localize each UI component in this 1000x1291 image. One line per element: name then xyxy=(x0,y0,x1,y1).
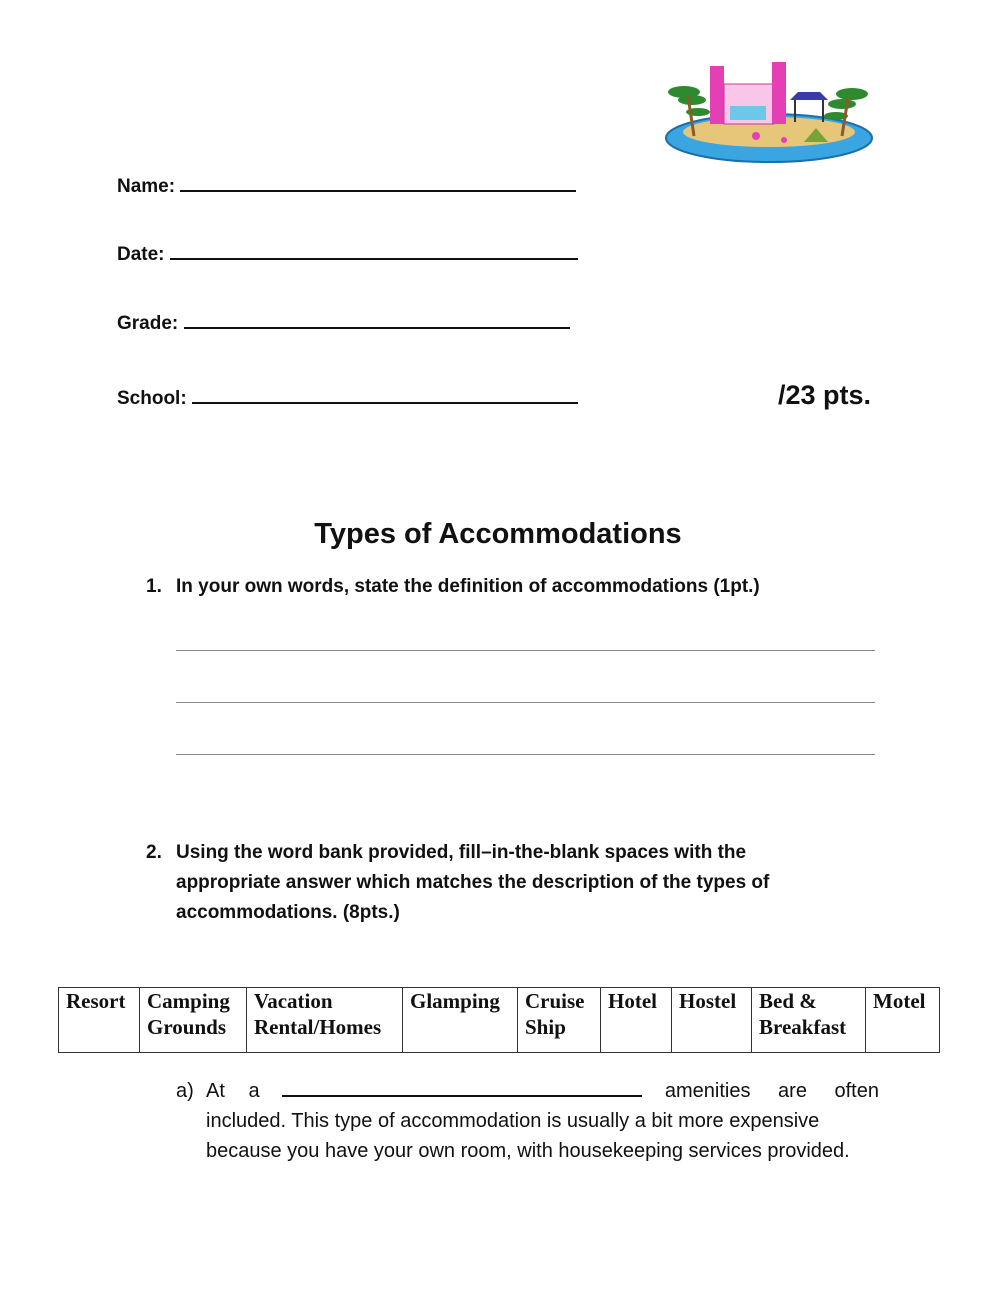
question-2-number: 2. xyxy=(146,842,162,863)
word-bank-term: Cruise xyxy=(525,989,585,1013)
word-bank-table xyxy=(58,987,940,1053)
word-bank-cell xyxy=(59,988,140,1053)
question-1 xyxy=(146,572,760,602)
question-2-text xyxy=(176,838,876,928)
subquestion-a-blank[interactable] xyxy=(282,1079,642,1097)
subquestion-a-line-2: included. This type of accommodation is usually a bit more expensive xyxy=(206,1110,820,1132)
page-title: Types of Accommodations xyxy=(314,518,682,550)
question-2-line: accommodations. (8pts.) xyxy=(176,902,400,923)
answer-line-1[interactable] xyxy=(176,650,875,651)
word-bank-term: Grounds xyxy=(147,1015,226,1039)
word-bank-term: Bed & xyxy=(759,989,817,1013)
school-label: School: xyxy=(117,388,187,409)
word-bank-term: Motel xyxy=(873,989,926,1013)
word-bank-row xyxy=(59,988,940,1053)
name-blank[interactable] xyxy=(180,174,576,192)
word-bank-cell xyxy=(518,988,601,1053)
word-bank-term: Vacation xyxy=(254,989,333,1013)
word-bank-term: Camping xyxy=(147,989,230,1013)
subquestion-a-letter: a) xyxy=(176,1080,194,1102)
word-bank-cell xyxy=(247,988,403,1053)
school-blank[interactable] xyxy=(192,386,578,404)
answer-line-3[interactable] xyxy=(176,754,875,755)
word-bank-term: Hotel xyxy=(608,989,657,1013)
question-2-line: Using the word bank provided, fill–in-the-blank spaces with the xyxy=(176,842,747,863)
word-bank-term: Breakfast xyxy=(759,1015,847,1039)
grade-label: Grade: xyxy=(117,313,179,334)
word-bank-cell xyxy=(601,988,672,1053)
grade-blank[interactable] xyxy=(184,311,570,329)
word-bank-term: Glamping xyxy=(410,989,500,1013)
subquestion-a-line-1 xyxy=(206,1076,879,1106)
question-2-line: appropriate answer which matches the description of the types of xyxy=(176,872,770,893)
subquestion-a xyxy=(206,1076,879,1166)
school-field[interactable] xyxy=(117,386,578,410)
word-bank-term: Rental/Homes xyxy=(254,1015,382,1039)
question-1-text: In your own words, state the definition of accommodations (1pt.) xyxy=(176,576,760,597)
date-blank[interactable] xyxy=(170,242,578,260)
resort-logo xyxy=(664,56,874,166)
word-bank-cell xyxy=(866,988,940,1053)
question-1-number: 1. xyxy=(146,576,162,597)
word-bank-term: Ship xyxy=(525,1015,566,1039)
grade-field[interactable] xyxy=(117,311,570,335)
score-total: /23 pts. xyxy=(778,380,872,410)
word-bank-cell xyxy=(403,988,518,1053)
date-label: Date: xyxy=(117,244,165,265)
subquestion-a-line-3: because you have your own room, with housekeeping services provided. xyxy=(206,1140,850,1162)
word-bank-term: Hostel xyxy=(679,989,737,1013)
name-label: Name: xyxy=(117,176,176,197)
word-bank-term: Resort xyxy=(66,989,126,1013)
subquestion-a-post: amenities are often xyxy=(664,1080,879,1102)
resort-island-icon xyxy=(664,56,874,166)
name-field[interactable] xyxy=(117,174,576,198)
answer-line-2[interactable] xyxy=(176,702,875,703)
word-bank-cell xyxy=(140,988,247,1053)
subquestion-a-pre: At a xyxy=(206,1080,260,1102)
word-bank-cell xyxy=(672,988,752,1053)
date-field[interactable] xyxy=(117,242,578,266)
word-bank-cell xyxy=(752,988,866,1053)
